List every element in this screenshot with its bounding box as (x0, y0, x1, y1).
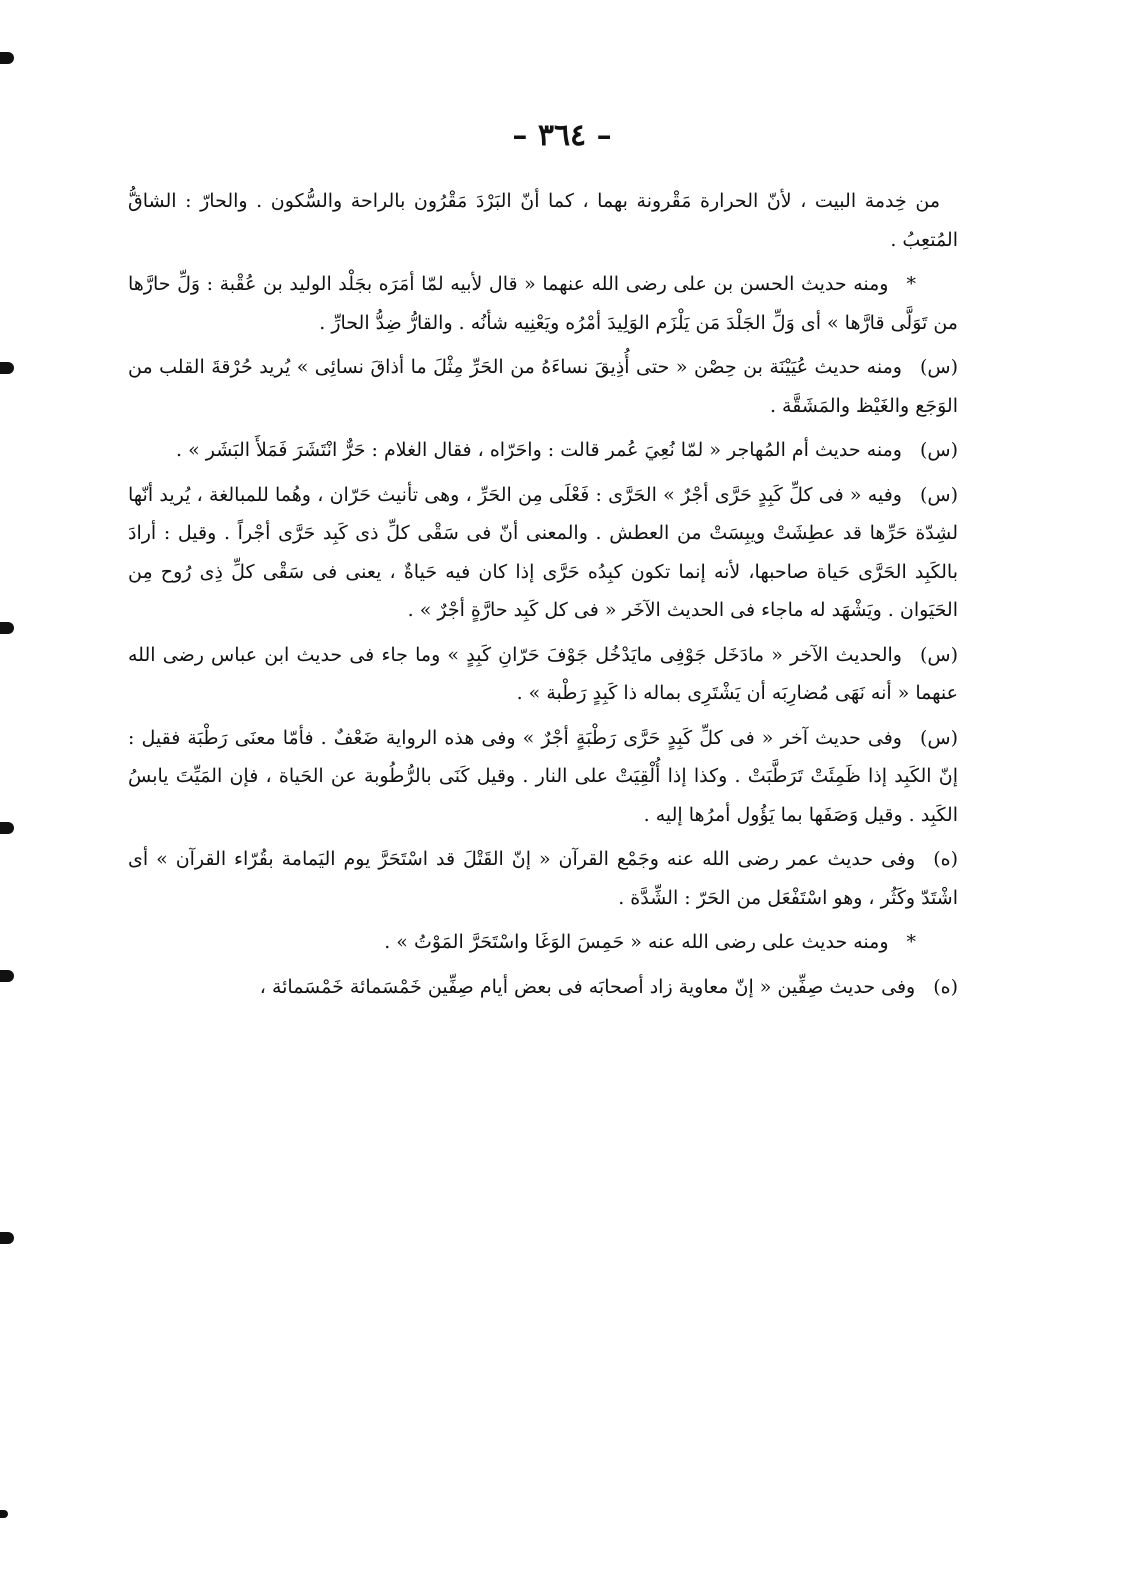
paragraph-text: ومنه حديث على رضى الله عنه « حَمِسَ الوَغَا واسْتَحَرَّ المَوْتُ » . (384, 931, 889, 953)
paragraph-text: ومنه حديث عُيَيْنَة بن حِصْن « حتى أُذِيقَ نساءَهُ من الحَرِّ مِثْلَ ما أذاقَ نسائِى » يُريد حُرْقةَ القلب من الوَجَع والغَيْظ والمَشَقَّة . (128, 356, 958, 417)
paragraph-text: وفيه « فى كلِّ كَبِدٍ حَرَّى أجْرٌ » الحَرَّى : فَعْلَى مِن الحَرِّ ، وهى تأنيث حَرّان ، وهُما للمبالغة ، يُريد أنّها لشِدّة حَرِّها قد عطِشَتْ ويبِسَتْ من العطش . والمعنى أنّ فى سَقْى كلِّ ذى كَبِد حَرَّى أجْراً . وقيل : أرادَ بالكَبِد الحَرَّى حَياة صاحبها، لأنه إنما تكون كبِدُه حَرَّى إذا كان فيه حَياةٌ ، يعنى فى سَقْى كلِّ ذِى رُوح مِن الحَيَوان . ويَشْهَد له ماجاء فى الحديث الآخَر « فى كل كَبِد حارَّةٍ أجْرٌ » . (128, 483, 958, 621)
paragraph-text: من خِدمة البيت ، لأنّ الحرارة مَقْرونة بهما ، كما أنّ البَرْدَ مَقْرُون بالراحة والسُّكون . والحارّ : الشاقُّ المُتعِبُ . (128, 190, 958, 251)
paragraph (128, 968, 958, 1007)
paragraph (128, 265, 958, 342)
paragraph (128, 923, 958, 962)
paragraph (128, 636, 958, 713)
paragraph-marker: (س) (919, 726, 958, 749)
paragraph-marker: * (906, 931, 916, 953)
binding-mark (0, 52, 14, 64)
paragraph (128, 840, 958, 917)
paragraph (128, 476, 958, 630)
binding-mark (0, 822, 14, 834)
paragraph-text: ومنه حديث الحسن بن على رضى الله عنهما « قال لأبيه لمّا أمَرَه بجَلْد الوليد بن عُقْبة : وَلِّ حارَّها من تَوَلَّى قارَّها » أى وَلِّ الجَلْدَ مَن يَلْزَم الوَلِيدَ أمْرُه ويَعْنِيه شأنُه . والقارُّ ضِدُّ الحارِّ . (128, 273, 958, 334)
paragraph-text: ومنه حديث أم المُهاجر « لمّا نُعِيَ عُمر قالت : واحَرّاه ، فقال الغلام : حَرٌّ انْتَشَرَ فَمَلأَ البَشَر » . (176, 439, 902, 461)
page-number: – ٣٦٤ – (512, 118, 612, 153)
paragraph (128, 348, 958, 425)
paragraph (128, 431, 958, 470)
paragraph (128, 719, 958, 835)
paragraph-text: وفى حديث عمر رضى الله عنه وجَمْع القرآن « إنّ القَتْلَ قد اسْتَحَرَّ يوم اليَمامة بقُرّاء القرآن » أى اشْتَدّ وكَثُر ، وهو اسْتَفْعَل من الحَرّ : الشِّدَّة . (128, 848, 958, 909)
paragraph (128, 182, 958, 259)
paragraph-marker: (س) (919, 439, 958, 461)
paragraph-marker: (س) (919, 643, 958, 666)
paragraph-text: والحديث الآخر « مادَخَل جَوْفِى مايَدْخُل جَوْفَ حَرّانِ كَبِدٍ » وما جاء فى حديث ابن عباس رضى الله عنهما « أنه نَهَى مُضارِبَه أن يَشْتَرِى بماله ذا كَبِدٍ رَطْبة » . (128, 643, 958, 704)
paragraph-marker: * (906, 273, 916, 295)
paragraph-marker: (س) (919, 356, 958, 378)
paragraph-marker: (س) (919, 483, 958, 506)
binding-mark (0, 1232, 14, 1244)
paragraph-text: وفى حديث صِفِّين « إنّ معاوية زاد أصحابَه فى بعض أيام صِفِّين خَمْسَمائة خَمْسَمائة ، (259, 975, 916, 998)
binding-mark (0, 970, 14, 982)
binding-mark (0, 622, 14, 634)
binding-mark (0, 362, 14, 374)
paragraph-marker: (ه) (933, 848, 958, 870)
binding-mark (0, 1510, 8, 1518)
text-body (128, 182, 958, 1012)
paragraph-text: وفى حديث آخر « فى كلِّ كَبِدٍ حَرَّى رَطْبَةٍ أجْرٌ » وفى هذه الرواية ضَعْفٌ . فأمّا معنَى رَطْبَة فقيل : إنّ الكَبِد إذا ظَمِئَتْ تَرَطَّبَتْ . وكذا إذا أُلْقِيَتْ على النار . وقيل كَنَى بالرُّطُوبة عن الحَياة ، فإن المَيِّتَ يابسُ الكَبِد . وقيل وَصَفَها بما يَؤُول أمرُها إليه . (128, 726, 959, 826)
paragraph-marker: (ه) (933, 975, 958, 998)
